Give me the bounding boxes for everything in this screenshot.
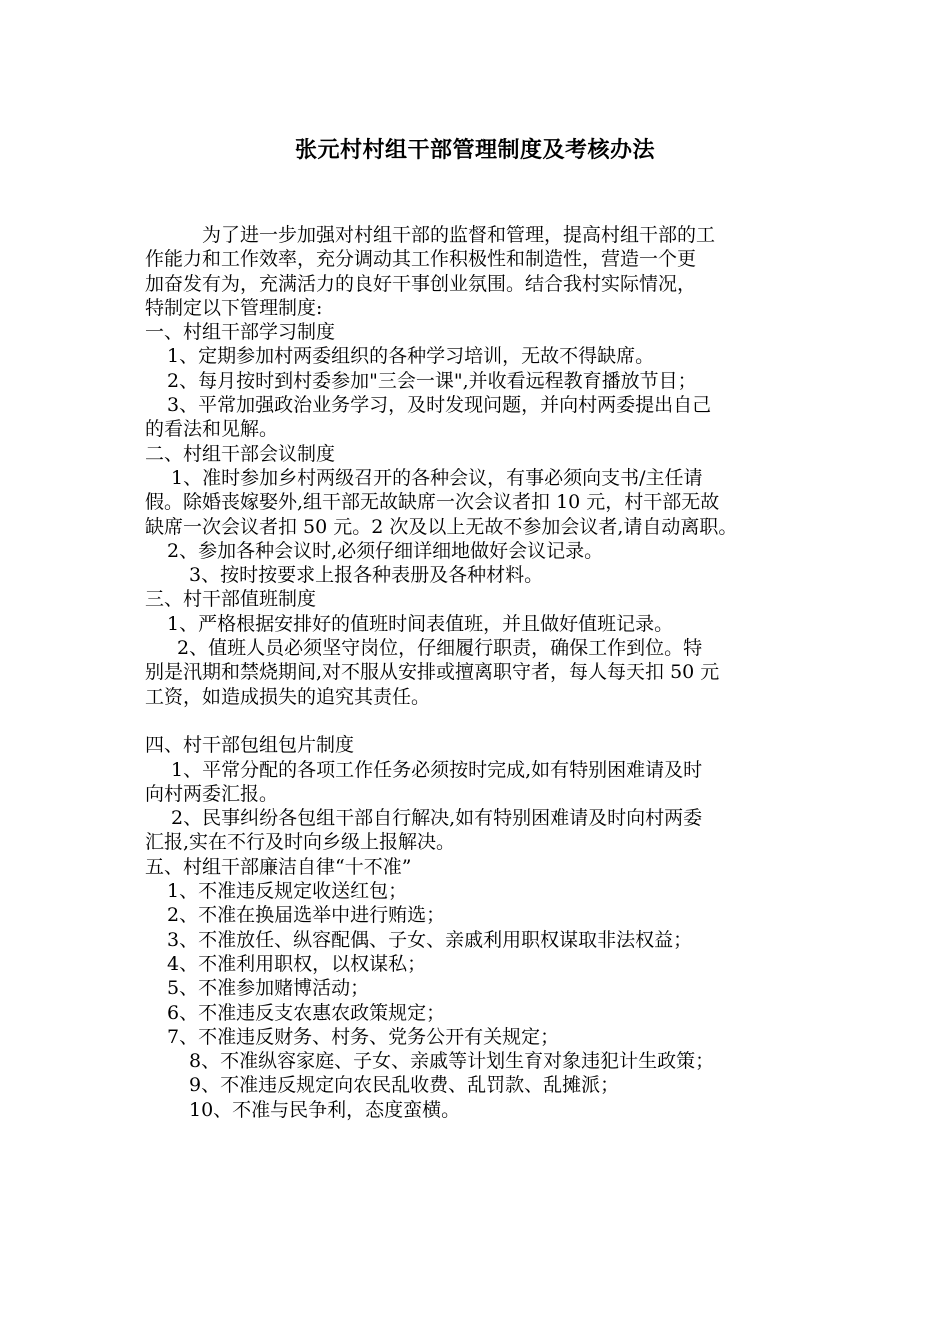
list-item: 2、值班人员必须坚守岗位，仔细履行职责，确保工作到位。特	[177, 637, 703, 660]
list-item-continuation: 汇报,实在不行及时向乡级上报解决。	[145, 831, 456, 854]
list-item: 2、参加各种会议时,必须仔细详细地做好会议记录。	[167, 539, 604, 562]
list-item: 1、平常分配的各项工作任务必须按时完成,如有特别困难请及时	[171, 758, 703, 781]
list-item: 1、不准违反规定收送红包；	[167, 880, 408, 903]
list-item: 1、严格根据安排好的值班时间表值班，并且做好值班记录。	[167, 612, 674, 635]
intro-line: 特制定以下管理制度:	[145, 296, 323, 319]
list-item: 2、不准在换届选举中进行贿选；	[167, 904, 446, 927]
section-heading: 一、村组干部学习制度	[145, 321, 336, 344]
intro-line: 为了进一步加强对村组干部的监督和管理，提高村组干部的工	[202, 224, 716, 246]
section-heading: 二、村组干部会议制度	[145, 442, 336, 465]
document-title: 张元村村组干部管理制度及考核办法	[294, 138, 655, 163]
list-item: 8、不准纵容家庭、子女、亲戚等计划生育对象违犯计生政策；	[189, 1050, 715, 1073]
list-item: 3、平常加强政治业务学习，及时发现问题，并向村两委提出自己	[167, 394, 712, 417]
list-item: 3、按时按要求上报各种表册及各种材料。	[189, 564, 544, 587]
list-item: 1、准时参加乡村两级召开的各种会议，有事必须向支书/主任请	[171, 466, 703, 489]
list-item: 9、不准违反规定向农民乱收费、乱罚款、乱摊派；	[189, 1074, 620, 1097]
intro-line: 加奋发有为，充满活力的良好干事创业氛围。结合我村实际情况，	[145, 272, 697, 295]
document-body	[145, 223, 817, 1122]
list-item: 5、不准参加赌博活动；	[167, 977, 370, 1000]
list-item: 6、不准违反支农惠农政策规定；	[167, 1001, 446, 1024]
list-item: 10、不准与民争利，态度蛮横。	[189, 1098, 461, 1121]
list-item: 7、不准违反财务、村务、党务公开有关规定；	[167, 1025, 560, 1048]
list-item: 3、不准放任、纵容配偶、子女、亲戚利用职权谋取非法权益；	[167, 928, 693, 951]
blank-line	[145, 709, 817, 733]
list-item-continuation: 别是汛期和禁烧期间,对不服从安排或擅离职守者，每人每天扣 50 元	[145, 661, 720, 684]
list-item: 1、定期参加村两委组织的各种学习培训，无故不得缺席。	[167, 345, 655, 368]
list-item-continuation: 工资，如造成损失的追究其责任。	[145, 685, 431, 708]
section-heading: 三、村干部值班制度	[145, 588, 317, 611]
list-item: 2、民事纠纷各包组干部自行解决,如有特别困难请及时向村两委	[171, 807, 703, 830]
section-heading: 四、村干部包组包片制度	[145, 734, 355, 757]
list-item-continuation: 缺席一次会议者扣 50 元。2 次及以上无故不参加会议者,请自动离职。	[145, 515, 738, 538]
section-heading: 五、村组干部廉洁自律“十不准”	[145, 855, 412, 878]
list-item: 4、不准利用职权，以权谋私；	[167, 952, 427, 975]
list-item: 2、每月按时到村委参加"三会一课",并收看远程教育播放节目；	[167, 369, 697, 392]
list-item-continuation: 向村两委汇报。	[145, 782, 279, 805]
list-item-continuation: 的看法和见解。	[145, 418, 279, 441]
intro-line: 作能力和工作效率，充分调动其工作积极性和制造性，营造一个更	[145, 248, 697, 271]
list-item-continuation: 假。除婚丧嫁娶外,组干部无故缺席一次会议者扣 10 元，村干部无故	[145, 491, 720, 514]
